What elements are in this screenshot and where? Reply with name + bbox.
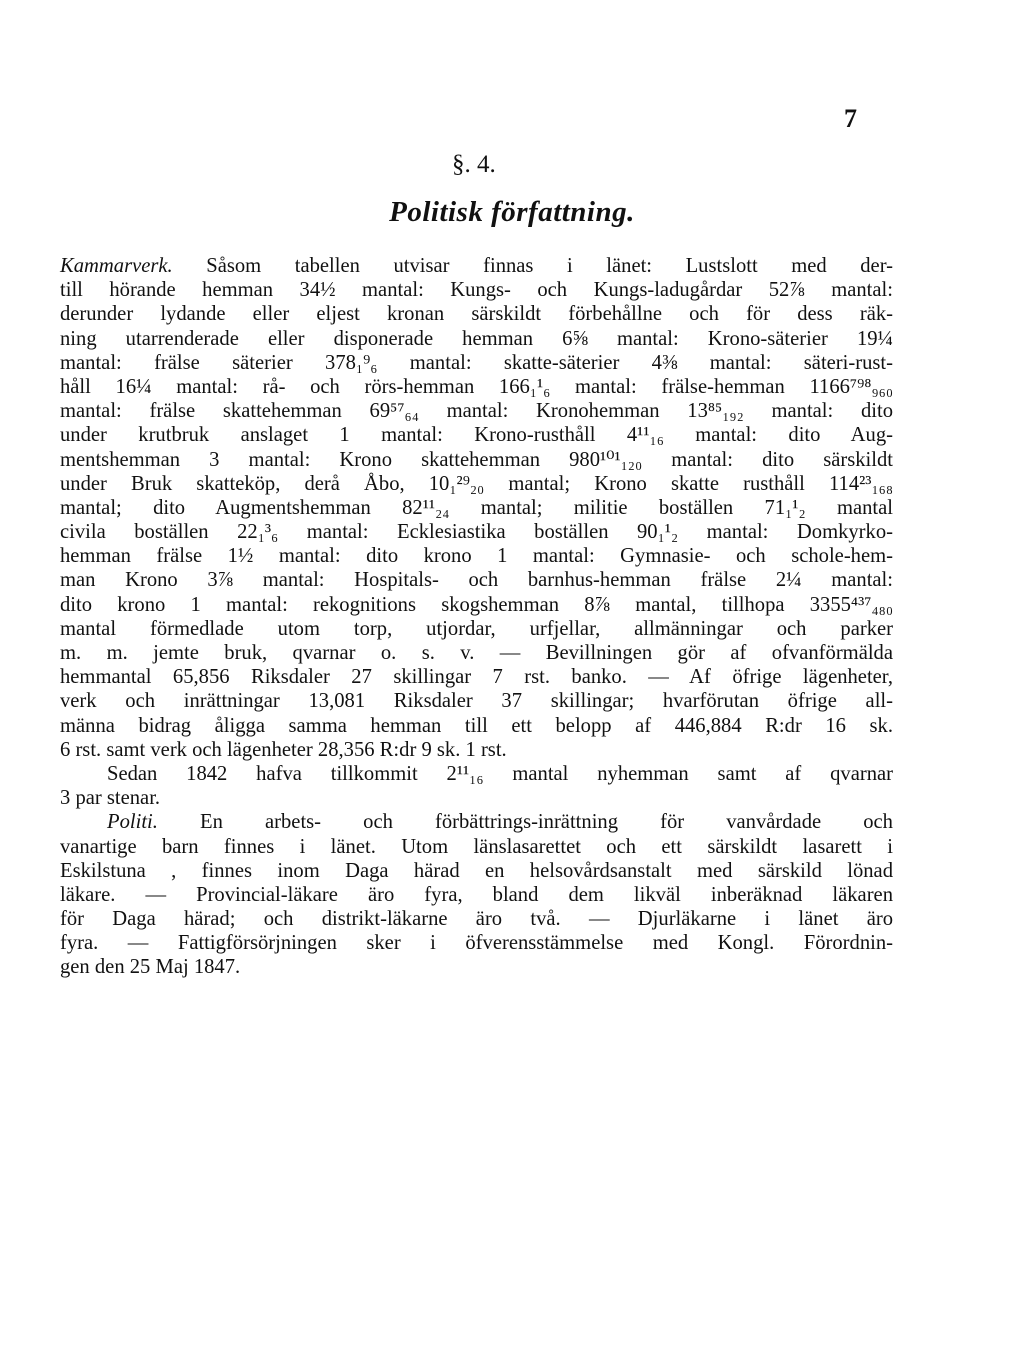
text-line: gen den 25 Maj 1847. — [60, 956, 241, 979]
text-line: m. m. jemte bruk, qvarnar o. s. v. — Bevillningen gör af ofvanförmälda — [60, 642, 893, 664]
text-line: 3 par stenar. — [60, 787, 161, 810]
text-line: för Daga härad; och distrikt-läkarne äro två. — Djurläkarne i länet äro — [60, 908, 893, 931]
text-line: man Krono 3⅞ mantal: Hospitals- och barnhus-hemman frälse 2¼ mantal: — [60, 569, 893, 592]
paragraph-politi-first-line — [60, 810, 893, 834]
text-line: vanartige barn finnes i länet. Utom länslasarettet och ett särskildt lasarett i — [60, 835, 893, 858]
page-number: 7 — [844, 104, 857, 133]
text-line: verk och inrättningar 13,081 Riksdaler 37 skillingar; hvarförutan öfrige all- — [60, 690, 893, 713]
text-line: hemman frälse 1½ mantal: dito krono 1 mantal: Gymnasie- och schole-hem- — [60, 545, 893, 568]
text-line: mantal; dito Augmentshemman 82¹¹₂₄ mantal; militie boställen 71₁¹₂ mantal — [60, 496, 893, 519]
text-line: mantal: frälse skattehemman 69⁵⁷₆₄ mantal: Kronohemman 13⁸⁵₁₉₂ mantal: dito — [60, 400, 893, 423]
text-line: fyra. — Fattigförsörjningen sker i öfverensstämmelse med Kongl. Förordnin- — [60, 932, 893, 955]
text-line: mantal: frälse säterier 378₁⁹₆ mantal: skatte-säterier 4⅜ mantal: säteri-rust- — [60, 351, 893, 374]
text-line: under krutbruk anslaget 1 mantal: Krono-rusthåll 4¹¹₁₆ mantal: dito Aug- — [60, 424, 893, 447]
body-text — [60, 254, 893, 980]
text-line: dito krono 1 mantal: rekognitions skogshemman 8⅞ mantal, tillhopa 3355⁴³⁷₄₈₀ — [60, 593, 893, 616]
text-line: mantal förmedlade utom torp, utjordar, urfjellar, allmänningar och parker — [60, 617, 893, 640]
section-title: Politisk författning. — [389, 196, 635, 228]
side-heading-politi: Politi. — [107, 811, 158, 834]
text-line: Såsom tabellen utvisar finnas i länet: Lustslott med der- — [206, 255, 894, 277]
text-line: under Bruk skatteköp, derå Åbo, 10₁²⁹₂₀ mantal; Krono skatte rusthåll 114²³₁₆₈ — [60, 472, 893, 495]
section-number: §. 4. — [452, 151, 496, 178]
text-line: civila boställen 22₁³₆ mantal: Ecklesiastika boställen 90₁¹₂ mantal: Domkyrko- — [60, 521, 893, 544]
text-line: En arbets- och förbättrings-inrättning för vanvårdade och — [200, 811, 893, 834]
text-line: läkare. — Provincial-läkare äro fyra, bland dem likväl inberäknad läkaren — [60, 883, 893, 906]
text-line: Sedan 1842 hafva tillkommit 2¹¹₁₆ mantal nyhemman samt af qvarnar — [107, 762, 893, 785]
text-line: mentshemman 3 mantal: Krono skattehemman 980¹⁰¹₁₂₀ mantal: dito särskildt — [60, 448, 893, 471]
text-line: männa bidrag åligga samma hemman till ett belopp af 446,884 R:dr 16 sk. — [60, 714, 893, 737]
text-line: håll 16¼ mantal: rå- och rörs-hemman 166₁¹₆ mantal: frälse-hemman 1166⁷⁹⁸₉₆₀ — [60, 375, 893, 398]
side-heading-kammarverk: Kammarverk. — [60, 255, 173, 277]
text-line: ning utarrenderade eller disponerade hemman 6⅝ mantal: Krono-säterier 19¼ — [60, 327, 893, 350]
text-line: derunder lydande eller eljest kronan särskildt förbehållne och för dess räk- — [60, 303, 893, 326]
paragraph-kammarverk-first-line — [60, 254, 893, 278]
text-line: hemmantal 65,856 Riksdaler 27 skillingar 7 rst. banko. — Af öfrige lägenheter, — [60, 666, 893, 689]
text-line: till hörande hemman 34½ mantal: Kungs- och Kungs-ladugårdar 52⅞ mantal: — [60, 279, 893, 302]
text-line: 6 rst. samt verk och lägenheter 28,356 R:dr 9 sk. 1 rst. — [60, 738, 507, 761]
text-line: Eskilstuna , finnes inom Daga härad en helsovårdsanstalt med särskild lönad — [60, 859, 893, 882]
